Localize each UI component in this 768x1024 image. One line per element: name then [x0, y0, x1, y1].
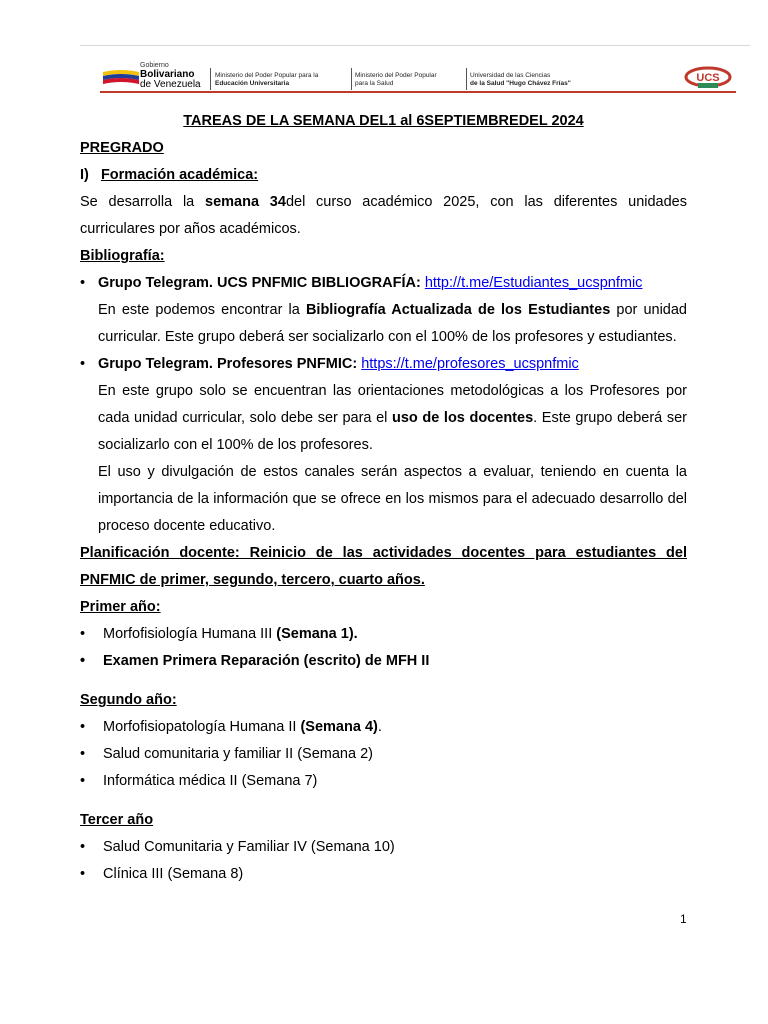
- university-name: Universidad de las Ciencias de la Salud "Hugo Chávez Frías": [470, 72, 571, 87]
- section-heading: I) Formación académica:: [80, 167, 259, 183]
- list-item: • Examen Primera Reparación (escrito) de MFH II: [80, 648, 687, 675]
- bibliography-heading: Bibliografía:: [80, 248, 165, 264]
- intro-paragraph: Se desarrolla la semana 34del curso académico 2025, con las diferentes unidades curriculares por años académicos.: [80, 194, 688, 237]
- telegram-professors-description: En este grupo solo se encuentran las orientaciones metodológicas a los Profesores por cada unidad curricular, solo debe ser para el uso de los docentes. Este grupo deberá ser socializarlo con el 100% de los profesores.: [98, 383, 687, 453]
- telegram-professors-link[interactable]: https://t.me/profesores_ucspnfmic: [361, 356, 579, 372]
- list-item: • Grupo Telegram. UCS PNFMIC BIBLIOGRAFÍA: http://t.me/Estudiantes_ucspnfmic: [80, 270, 687, 297]
- list-item: • Morfofisiología Humana III (Semana 1).: [80, 621, 687, 648]
- list-item: • Clínica III (Semana 8): [80, 861, 687, 888]
- telegram-bibliography-link[interactable]: http://t.me/Estudiantes_ucspnfmic: [424, 275, 643, 291]
- document-title: TAREAS DE LA SEMANA DEL1 al 6SEPTIEMBREDEL 2024: [183, 113, 584, 129]
- svg-text:UCS: UCS: [696, 72, 720, 84]
- second-year-heading: Segundo año:: [80, 692, 177, 708]
- list-item: • Salud Comunitaria y Familiar IV (Semana 10): [80, 834, 687, 861]
- government-logo-text: [140, 62, 201, 90]
- header-divider: [466, 68, 467, 90]
- list-item: • Salud comunitaria y familiar II (Semana 2): [80, 741, 687, 768]
- document-body: [80, 108, 687, 888]
- gov-line-3: de Venezuela: [140, 79, 201, 90]
- planning-heading: Planificación docente: Reinicio de las actividades docentes para estudiantes del PNFMIC de primer, segundo, tercero, cuarto años.: [80, 545, 687, 588]
- gov-line-2: Bolivariano: [140, 69, 195, 80]
- page-number: 1: [680, 912, 687, 926]
- list-item: • Morfofisiopatología Humana II (Semana 4).: [80, 714, 687, 741]
- ucs-logo-icon: [684, 66, 732, 90]
- telegram-bibliography-description: En este podemos encontrar la Bibliografía Actualizada de los Estudiantes por unidad curricular. Este grupo deberá ser socializarlo con el 100% de los profesores y estudiantes.: [98, 302, 688, 345]
- venezuela-flag-icon: [103, 68, 139, 86]
- first-year-heading: Primer año:: [80, 599, 161, 615]
- ministry-education: Ministerio del Poder Popular para la Educación Universitaria: [215, 72, 319, 87]
- gov-line-1: Gobierno: [140, 62, 169, 69]
- list-item: • Grupo Telegram. Profesores PNFMIC: https://t.me/profesores_ucspnfmic: [80, 351, 687, 378]
- list-item: • Informática médica II (Semana 7): [80, 768, 687, 795]
- header-divider: [351, 68, 352, 90]
- third-year-heading: Tercer año: [80, 812, 154, 828]
- channels-usage-note: El uso y divulgación de estos canales serán aspectos a evaluar, teniendo en cuenta la importancia de la información que se ofrece en los mismos para el adecuado desarrollo del proceso docente educativo.: [98, 464, 687, 534]
- pregrado-heading: PREGRADO: [80, 140, 164, 156]
- letterhead: [100, 62, 736, 94]
- ministry-health: Ministerio del Poder Popular para la Salud: [355, 72, 437, 87]
- header-red-rule: [100, 91, 736, 93]
- header-divider: [210, 68, 211, 90]
- top-rule: [80, 45, 750, 46]
